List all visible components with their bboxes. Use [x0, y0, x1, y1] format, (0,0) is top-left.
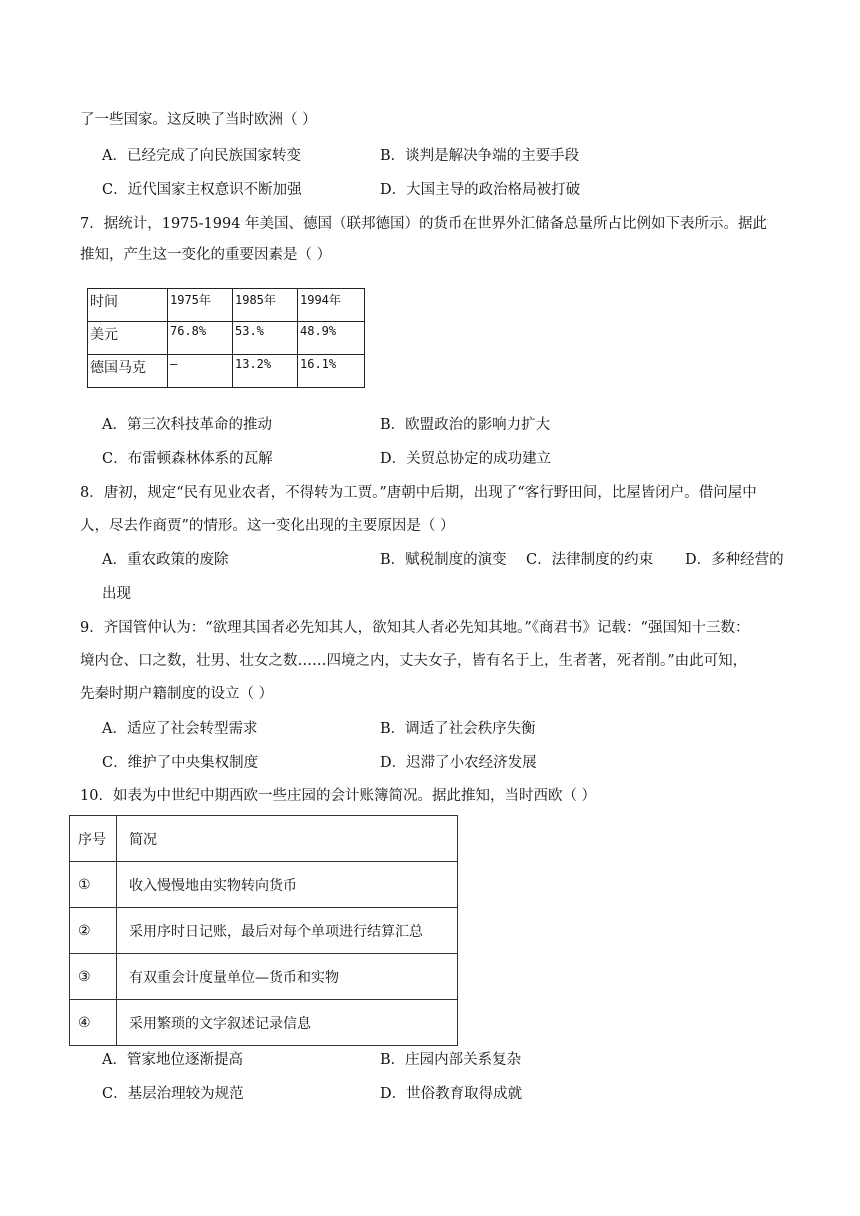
- question-10-line-1: 10．如表为中世纪中期西欧一些庄园的会计账簿简况。据此推知，当时西欧（ ）: [80, 788, 597, 804]
- question-9-line-3: 先秦时期户籍制度的设立（ ）: [80, 686, 274, 702]
- table-cell: 1985年: [233, 289, 298, 322]
- table-cell: ③: [70, 954, 117, 1000]
- q8-option-c: C．法律制度的约束: [526, 552, 654, 568]
- table-cell: ①: [70, 862, 117, 908]
- q8-option-d-wrap: 出现: [102, 586, 131, 602]
- q7-option-d: D．关贸总协定的成功建立: [380, 451, 552, 467]
- question-8-line-2: 人，尽去作商贾”的情形。这一变化出现的主要原因是（ ）: [80, 518, 455, 534]
- table-row: [70, 908, 458, 954]
- q10-option-a: A．管家地位逐渐提高: [102, 1052, 243, 1068]
- table-cell: 采用序时日记账，最后对每个单项进行结算汇总: [117, 908, 458, 954]
- q7-option-b: B．欧盟政治的影响力扩大: [380, 417, 551, 433]
- q9-option-c: C．维护了中央集权制度: [102, 755, 259, 771]
- table-cell: 53.%: [233, 322, 298, 355]
- q8-option-b: B．赋税制度的演变: [380, 552, 507, 568]
- q6-option-b: B．谈判是解决争端的主要手段: [380, 148, 580, 164]
- q6-option-d: D．大国主导的政治格局被打破: [380, 182, 581, 198]
- question-8-line-1: 8．唐初，规定“民有见业农者，不得转为工贾。”唐朝中后期，出现了“客行野田间，比屋皆闭户。借问屋中: [80, 485, 757, 501]
- table-cell: ②: [70, 908, 117, 954]
- table-row: [88, 322, 365, 355]
- table-cell: 收入慢慢地由实物转向货币: [117, 862, 458, 908]
- question-9-line-2: 境内仓、口之数，壮男、壮女之数……四境之内，丈夫女子，皆有名于上，生者著，死者削。”由此可知，: [80, 653, 748, 669]
- q9-option-a: A．适应了社会转型需求: [102, 721, 258, 737]
- table-cell: 美元: [88, 322, 168, 355]
- table-cell: 16.1%: [298, 355, 365, 388]
- q10-option-c: C．基层治理较为规范: [102, 1086, 244, 1102]
- table-cell: 1994年: [298, 289, 365, 322]
- table-cell: 时间: [88, 289, 168, 322]
- q7-option-a: A．第三次科技革命的推动: [102, 417, 272, 433]
- q8-option-a: A．重农政策的废除: [102, 552, 229, 568]
- table-cell: 1975年: [168, 289, 233, 322]
- table-cell: 采用繁琐的文字叙述记录信息: [117, 1000, 458, 1046]
- currency-reserve-table: [87, 288, 365, 388]
- table-cell: 48.9%: [298, 322, 365, 355]
- table-cell: 序号: [70, 816, 117, 862]
- q6-option-c: C．近代国家主权意识不断加强: [102, 182, 302, 198]
- table-header-row: [88, 289, 365, 322]
- question-7-line-1: 7．据统计，1975-1994 年美国、德国（联邦德国）的货币在世界外汇储备总量所占比例如下表所示。据此: [80, 216, 768, 232]
- question-9-line-1: 9．齐国管仲认为：“欲理其国者必先知其人，欲知其人者必先知其地。”《商君书》记载：“强国知十三数：: [80, 620, 750, 636]
- q6-option-a: A．已经完成了向民族国家转变: [102, 148, 301, 164]
- table-row: [88, 355, 365, 388]
- table-cell: ④: [70, 1000, 117, 1046]
- q8-option-d: D．多种经营的: [685, 552, 784, 568]
- q9-option-b: B．调适了社会秩序失衡: [380, 721, 536, 737]
- q10-option-b: B．庄园内部关系复杂: [380, 1052, 522, 1068]
- q9-option-d: D．迟滞了小农经济发展: [380, 755, 537, 771]
- table-row: [70, 862, 458, 908]
- question-6-tail: 了一些国家。这反映了当时欧洲（ ）: [80, 112, 317, 128]
- table-header-row: [70, 816, 458, 862]
- question-7-line-2: 推知，产生这一变化的重要因素是（ ）: [80, 247, 332, 263]
- table-row: [70, 954, 458, 1000]
- manor-accounts-table: [69, 815, 458, 1046]
- q10-option-d: D．世俗教育取得成就: [380, 1086, 523, 1102]
- table-cell: 德国马克: [88, 355, 168, 388]
- table-cell: 13.2%: [233, 355, 298, 388]
- q7-option-c: C．布雷顿森林体系的瓦解: [102, 451, 273, 467]
- table-cell: 有双重会计度量单位—货币和实物: [117, 954, 458, 1000]
- table-cell: 76.8%: [168, 322, 233, 355]
- table-row: [70, 1000, 458, 1046]
- table-cell: 简况: [117, 816, 458, 862]
- table-cell: —: [168, 355, 233, 388]
